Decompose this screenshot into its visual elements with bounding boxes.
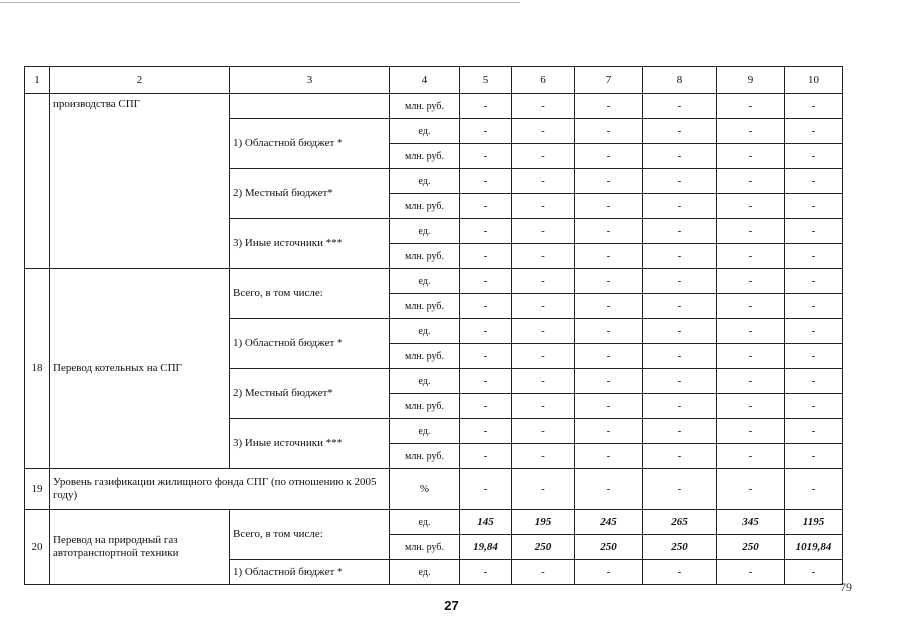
value-cell: 19,84 — [460, 535, 512, 560]
column-header: 5 — [460, 67, 512, 94]
value-cell: - — [643, 369, 717, 394]
value-cell: - — [575, 269, 643, 294]
value-cell: - — [717, 119, 785, 144]
value-cell: - — [512, 419, 575, 444]
value-cell: - — [575, 119, 643, 144]
unit-cell: млн. руб. — [390, 244, 460, 269]
unit-cell: млн. руб. — [390, 194, 460, 219]
column-header: 6 — [512, 67, 575, 94]
unit-cell: млн. руб. — [390, 294, 460, 319]
value-cell: - — [512, 119, 575, 144]
value-cell: - — [460, 219, 512, 244]
value-cell: 345 — [717, 510, 785, 535]
value-cell: - — [717, 344, 785, 369]
value-cell: - — [460, 344, 512, 369]
value-cell: - — [643, 419, 717, 444]
value-cell: - — [785, 219, 843, 244]
value-cell: - — [512, 219, 575, 244]
column-header: 4 — [390, 67, 460, 94]
column-header: 10 — [785, 67, 843, 94]
value-cell: - — [512, 469, 575, 510]
value-cell: - — [785, 194, 843, 219]
value-cell: - — [643, 319, 717, 344]
value-cell: - — [575, 469, 643, 510]
value-cell: - — [575, 394, 643, 419]
value-cell: - — [717, 469, 785, 510]
unit-cell: млн. руб. — [390, 144, 460, 169]
value-cell: - — [643, 194, 717, 219]
unit-cell: % — [390, 469, 460, 510]
value-cell: - — [785, 344, 843, 369]
value-cell: 1195 — [785, 510, 843, 535]
value-cell: 195 — [512, 510, 575, 535]
unit-cell: млн. руб. — [390, 535, 460, 560]
value-cell: - — [460, 194, 512, 219]
scan-line-top — [0, 2, 520, 3]
value-cell: - — [575, 419, 643, 444]
value-cell: - — [512, 169, 575, 194]
value-cell: 265 — [643, 510, 717, 535]
value-cell: - — [460, 369, 512, 394]
value-cell: - — [512, 269, 575, 294]
source-cell — [230, 94, 390, 119]
value-cell: - — [575, 219, 643, 244]
row-name-cell: Уровень газификации жилищного фонда СПГ (по отношению к 2005 году) — [50, 469, 390, 510]
value-cell: - — [717, 269, 785, 294]
value-cell: 145 — [460, 510, 512, 535]
value-cell: - — [643, 469, 717, 510]
value-cell: - — [785, 419, 843, 444]
value-cell: - — [785, 369, 843, 394]
value-cell: - — [643, 560, 717, 585]
value-cell: - — [643, 244, 717, 269]
value-cell: - — [460, 169, 512, 194]
value-cell: - — [643, 219, 717, 244]
source-cell: 3) Иные источники *** — [230, 219, 390, 269]
value-cell: - — [512, 194, 575, 219]
value-cell: - — [643, 144, 717, 169]
value-cell: - — [460, 294, 512, 319]
source-cell: Всего, в том числе: — [230, 269, 390, 319]
value-cell: - — [512, 244, 575, 269]
unit-cell: ед. — [390, 319, 460, 344]
value-cell: - — [460, 119, 512, 144]
table-body — [25, 67, 843, 585]
value-cell: - — [643, 344, 717, 369]
value-cell: 1019,84 — [785, 535, 843, 560]
unit-cell: млн. руб. — [390, 94, 460, 119]
value-cell: - — [460, 469, 512, 510]
value-cell: - — [785, 94, 843, 119]
table-row — [25, 269, 843, 294]
unit-cell: ед. — [390, 119, 460, 144]
value-cell: - — [575, 369, 643, 394]
value-cell: 250 — [512, 535, 575, 560]
row-number-cell: 18 — [25, 269, 50, 469]
value-cell: 250 — [643, 535, 717, 560]
value-cell: - — [575, 319, 643, 344]
value-cell: - — [575, 169, 643, 194]
value-cell: - — [717, 194, 785, 219]
value-cell: - — [717, 444, 785, 469]
column-header: 1 — [25, 67, 50, 94]
value-cell: - — [575, 344, 643, 369]
source-cell: 3) Иные источники *** — [230, 419, 390, 469]
value-cell: - — [512, 94, 575, 119]
value-cell: - — [717, 560, 785, 585]
table-row — [25, 469, 843, 510]
value-cell: - — [785, 244, 843, 269]
value-cell: - — [717, 369, 785, 394]
value-cell: - — [717, 144, 785, 169]
value-cell: - — [512, 394, 575, 419]
value-cell: - — [785, 444, 843, 469]
unit-cell: ед. — [390, 419, 460, 444]
value-cell: - — [460, 419, 512, 444]
page-number: 27 — [444, 598, 459, 613]
value-cell: - — [785, 144, 843, 169]
row-number-cell: 19 — [25, 469, 50, 510]
column-header: 7 — [575, 67, 643, 94]
value-cell: - — [717, 169, 785, 194]
value-cell: - — [512, 344, 575, 369]
row-number-cell — [25, 94, 50, 269]
value-cell: - — [717, 94, 785, 119]
value-cell: - — [512, 319, 575, 344]
column-header: 2 — [50, 67, 230, 94]
value-cell: - — [785, 394, 843, 419]
value-cell: - — [512, 369, 575, 394]
source-cell: 1) Областной бюджет * — [230, 560, 390, 585]
source-cell: 1) Областной бюджет * — [230, 119, 390, 169]
value-cell: - — [460, 144, 512, 169]
value-cell: - — [460, 94, 512, 119]
value-cell: - — [717, 294, 785, 319]
value-cell: - — [785, 269, 843, 294]
unit-cell: ед. — [390, 369, 460, 394]
value-cell: - — [575, 194, 643, 219]
unit-cell: млн. руб. — [390, 344, 460, 369]
column-header: 9 — [717, 67, 785, 94]
value-cell: - — [785, 294, 843, 319]
value-cell: - — [785, 319, 843, 344]
value-cell: - — [643, 94, 717, 119]
value-cell: - — [643, 394, 717, 419]
value-cell: - — [460, 319, 512, 344]
value-cell: - — [512, 144, 575, 169]
table-row — [25, 67, 843, 94]
value-cell: - — [785, 119, 843, 144]
value-cell: - — [643, 119, 717, 144]
value-cell: - — [460, 244, 512, 269]
value-cell: - — [785, 169, 843, 194]
value-cell: - — [717, 394, 785, 419]
value-cell: - — [512, 560, 575, 585]
unit-cell: ед. — [390, 560, 460, 585]
budget-table — [24, 66, 843, 585]
unit-cell: ед. — [390, 510, 460, 535]
source-cell: 1) Областной бюджет * — [230, 319, 390, 369]
unit-cell: ед. — [390, 269, 460, 294]
source-cell: 2) Местный бюджет* — [230, 169, 390, 219]
column-header: 8 — [643, 67, 717, 94]
value-cell: - — [717, 319, 785, 344]
value-cell: - — [460, 269, 512, 294]
sheet-number: 79 — [840, 580, 852, 594]
value-cell: - — [512, 444, 575, 469]
value-cell: - — [460, 560, 512, 585]
table-row — [25, 510, 843, 535]
source-cell: 2) Местный бюджет* — [230, 369, 390, 419]
unit-cell: млн. руб. — [390, 444, 460, 469]
unit-cell: ед. — [390, 219, 460, 244]
value-cell: - — [717, 219, 785, 244]
value-cell: - — [575, 444, 643, 469]
unit-cell: млн. руб. — [390, 394, 460, 419]
value-cell: - — [575, 560, 643, 585]
value-cell: - — [575, 294, 643, 319]
value-cell: - — [643, 269, 717, 294]
value-cell: 250 — [717, 535, 785, 560]
table-row — [25, 94, 843, 119]
value-cell: - — [575, 144, 643, 169]
source-cell: Всего, в том числе: — [230, 510, 390, 560]
value-cell: - — [643, 169, 717, 194]
column-header: 3 — [230, 67, 390, 94]
value-cell: - — [717, 419, 785, 444]
value-cell: - — [643, 294, 717, 319]
row-number-cell: 20 — [25, 510, 50, 585]
value-cell: - — [575, 94, 643, 119]
row-name-cell: Перевод котельных на СПГ — [50, 269, 230, 469]
value-cell: - — [785, 469, 843, 510]
row-name-cell: Перевод на природный газ автотранспортной техники — [50, 510, 230, 585]
value-cell: - — [512, 294, 575, 319]
value-cell: - — [460, 394, 512, 419]
unit-cell: ед. — [390, 169, 460, 194]
value-cell: - — [575, 244, 643, 269]
value-cell: - — [643, 444, 717, 469]
row-name-cell: производства СПГ — [50, 94, 230, 269]
value-cell: 245 — [575, 510, 643, 535]
value-cell: - — [785, 560, 843, 585]
value-cell: - — [460, 444, 512, 469]
value-cell: - — [717, 244, 785, 269]
value-cell: 250 — [575, 535, 643, 560]
